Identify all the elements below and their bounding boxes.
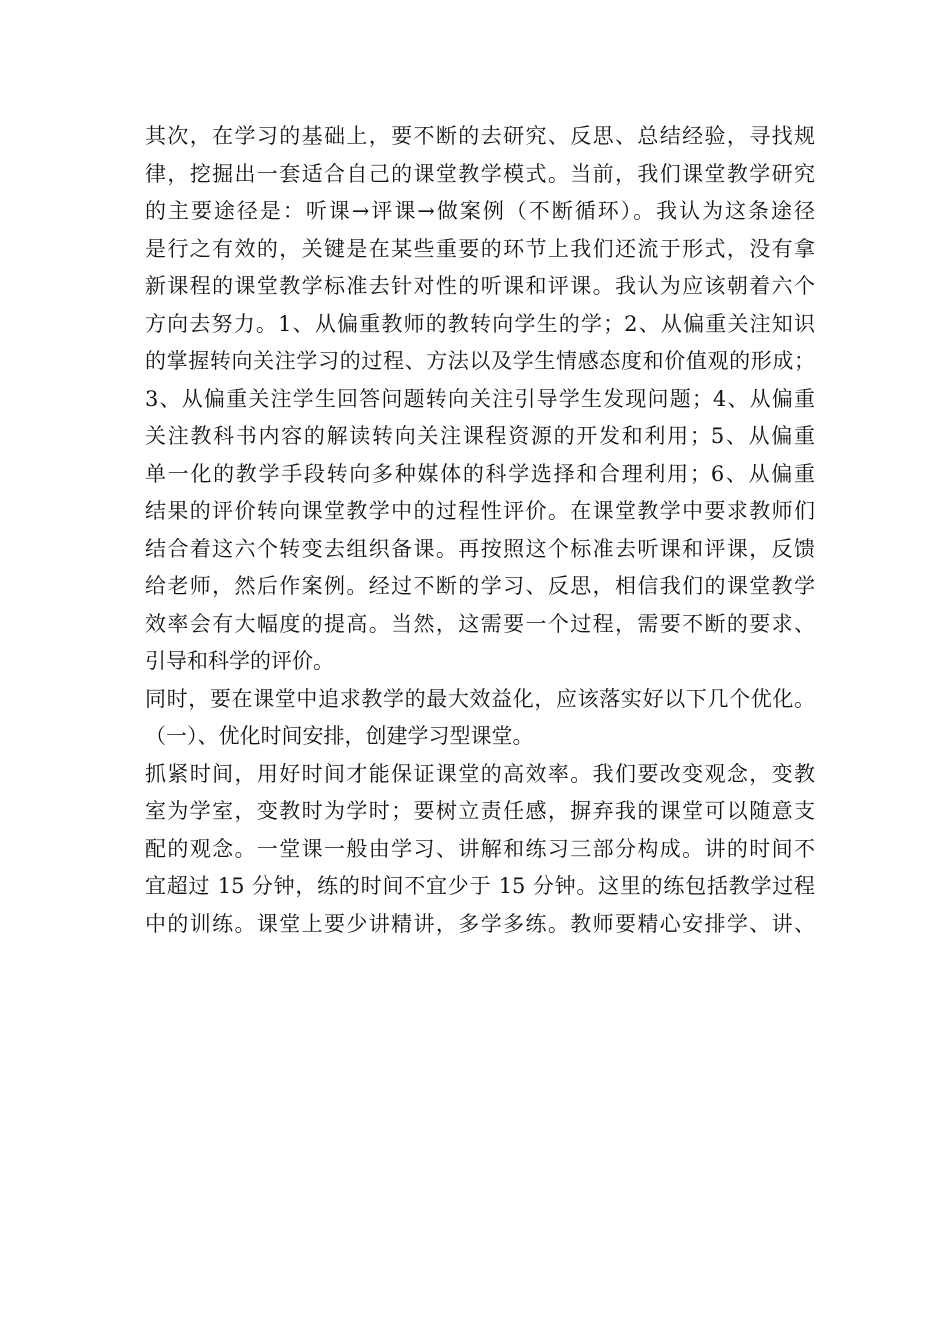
text-line: 引导和科学的评价。 bbox=[145, 649, 334, 673]
text-line: 给老师，然后作案例。经过不断的学习、反思，相信我们的课堂教学 bbox=[145, 574, 815, 598]
text-line: 室为学室，变教时为学时；要树立责任感，摒弃我的课堂可以随意支 bbox=[145, 799, 815, 823]
text-line: 的主要途径是：听课→评课→做案例（不断循环）。我认为这条途径 bbox=[145, 199, 815, 223]
text-line: 效率会有大幅度的提高。当然，这需要一个过程，需要不断的要求、 bbox=[145, 611, 815, 636]
text-line: 律，挖掘出一套适合自己的课堂教学模式。当前，我们课堂教学研究 bbox=[145, 161, 815, 186]
text-line: 单一化的教学手段转向多种媒体的科学选择和合理利用；6、从偏重 bbox=[145, 461, 815, 486]
text-line: 方向去努力。1、从偏重教师的教转向学生的学；2、从偏重关注知识 bbox=[145, 311, 815, 336]
text-line: 3、从偏重关注学生回答问题转向关注引导学生发现问题；4、从偏重 bbox=[145, 386, 815, 411]
text-line: 结果的评价转向课堂教学中的过程性评价。在课堂教学中要求教师们 bbox=[145, 499, 815, 523]
text-line: 中的训练。课堂上要少讲精讲，多学多练。教师要精心安排学、讲、 bbox=[145, 911, 815, 936]
text-line: 抓紧时间，用好时间才能保证课堂的高效率。我们要改变观念，变教 bbox=[145, 761, 815, 786]
text-line: 关注教科书内容的解读转向关注课程资源的开发和利用；5、从偏重 bbox=[145, 424, 815, 448]
body-text bbox=[145, 118, 815, 943]
text-line: 其次，在学习的基础上，要不断的去研究、反思、总结经验，寻找规 bbox=[145, 124, 815, 148]
text-line: 的掌握转向关注学习的过程、方法以及学生情感态度和价值观的形成； bbox=[145, 349, 815, 373]
section-heading: （一）、优化时间安排，创建学习型课堂。 bbox=[145, 724, 534, 748]
text-line: 宜超过 15 分钟，练的时间不宜少于 15 分钟。这里的练包括教学过程 bbox=[145, 874, 815, 898]
text-line: 是行之有效的，关键是在某些重要的环节上我们还流于形式，没有拿 bbox=[145, 236, 815, 261]
text-line: 新课程的课堂教学标准去针对性的听课和评课。我认为应该朝着六个 bbox=[145, 274, 815, 298]
text-line: 结合着这六个转变去组织备课。再按照这个标准去听课和评课，反馈 bbox=[145, 536, 815, 561]
text-line: 同时，要在课堂中追求教学的最大效益化，应该落实好以下几个优化。 bbox=[145, 686, 815, 711]
text-line: 配的观念。一堂课一般由学习、讲解和练习三部分构成。讲的时间不 bbox=[145, 836, 815, 861]
